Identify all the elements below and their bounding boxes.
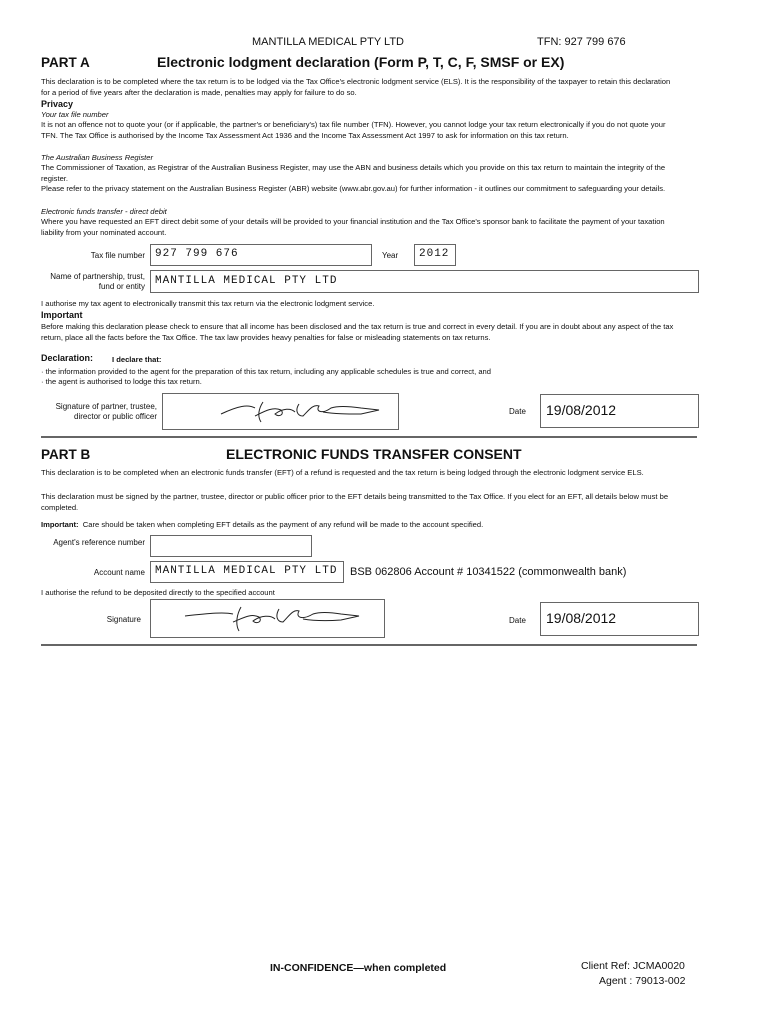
privacy-heading: Privacy [41, 99, 74, 109]
date-label: Date [509, 407, 526, 416]
tfn-privacy-text: It is not an offence not to quote your (or if applicable, the partner's or beneficiary's) tax file number (TFN). However, you cannot lodge your tax return electronically if you do not quote your TFN. The Tax Office is authorised by the Income Tax Assessment Act 1936 and the Income Tax Assessment Act 1997 to ask for information on this tax return. [41, 120, 666, 140]
eft-text: Where you have requested an EFT direct debit some of your details will be provided to your financial institution and the Tax Office's sponsor bank to facilitate the payment of your taxation liability from your nominated account. [41, 217, 665, 237]
date-field[interactable] [540, 602, 699, 636]
part-b-label: PART B [41, 447, 91, 462]
abr-text-1: The Commissioner of Taxation, as Registrar of the Australian Business Register, may use the ABN and business details which you provide on this tax return to maintain the integrity of the register. [41, 163, 666, 183]
client-ref: Client Ref: JCMA0020 [581, 960, 685, 972]
authorise-refund-text: I authorise the refund to be deposited directly to the specified account [41, 588, 275, 597]
declaration-bullet-text: the information provided to the agent for the preparation of this tax return, including any applicable schedules is true and correct, and [45, 367, 491, 376]
part-b-important [41, 520, 483, 531]
agent-ref-label: Agent's reference number [53, 538, 145, 547]
year-field-label: Year [382, 251, 399, 260]
account-name-field[interactable] [150, 561, 344, 583]
declaration-label: Declaration: [41, 353, 94, 363]
year-field[interactable] [414, 244, 456, 266]
agent-ref-field[interactable] [150, 535, 312, 557]
handwritten-signature [163, 394, 398, 429]
handwritten-signature [151, 600, 384, 637]
abr-heading: The Australian Business Register [41, 153, 153, 162]
tfn-heading: Your tax file number [41, 110, 109, 119]
date-label: Date [509, 616, 526, 625]
declaration-bullet: · the agent is authorised to lodge this tax return. [41, 377, 202, 386]
declaration-bullet: · the information provided to the agent for the preparation of this tax return, including any applicable schedules is true and correct, and [41, 367, 491, 376]
part-a-title: Electronic lodgment declaration (Form P, T, C, F, SMSF or EX) [157, 54, 565, 70]
authorise-agent-text: I authorise my tax agent to electronically transmit this tax return via the electronic lodgment service. [41, 299, 375, 308]
signature-box[interactable] [162, 393, 399, 430]
account-name-label: Account name [93, 568, 145, 577]
eft-heading: Electronic funds transfer - direct debit [41, 207, 167, 216]
signature-box[interactable] [150, 599, 385, 638]
date-value: 19/08/2012 [546, 610, 617, 626]
year-field-value: 2012 [419, 248, 450, 260]
entity-name-field[interactable] [150, 270, 699, 293]
company-header: MANTILLA MEDICAL PTY LTD [252, 36, 405, 48]
important-heading: Important [41, 310, 83, 320]
tfn-field[interactable] [150, 244, 372, 266]
part-a-label: PART A [41, 55, 90, 70]
confidence-footer: IN-CONFIDENCE—when completed [270, 962, 447, 974]
entity-name-label: Name of partnership, trust, fund or entity [50, 272, 145, 291]
declaration-bullet-text: the agent is authorised to lodge this tax return. [45, 377, 202, 386]
part-b-title: ELECTRONIC FUNDS TRANSFER CONSENT [226, 446, 522, 462]
date-value: 19/08/2012 [546, 402, 617, 418]
important-label: Important: [41, 520, 79, 529]
part-b-text-1: This declaration is to be completed when an electronic funds transfer (EFT) of a refund is requested and the tax return is being lodged through the electronic lodgment service ELS. [41, 468, 644, 477]
part-b-text-2: This declaration must be signed by the partner, trustee, director or public officer prior to the EFT details being transmitted to the Tax Office. If you elect for an EFT, all details below must be completed. [41, 492, 669, 512]
tfn-field-value: 927 799 676 [155, 248, 239, 260]
signature-label: Signature [106, 615, 141, 624]
tfn-header: TFN: 927 799 676 [537, 36, 626, 48]
signature-label: Signature of partner, trustee, director or public officer [55, 402, 157, 421]
section-divider [41, 644, 697, 646]
important-text: Before making this declaration please check to ensure that all income has been disclosed and the tax return is true and correct in every detail. If you are in doubt about any aspect of the tax return, place all the facts before the Tax Office. The tax law provides heavy penalties for false or misleading statements on tax returns. [41, 322, 674, 342]
part-b-important-text: Care should be taken when completing EFT details as the payment of any refund will be made to the account specified. [82, 520, 484, 529]
declare-that: I declare that: [112, 355, 162, 364]
bank-details: BSB 062806 Account # 10341522 (commonwealth bank) [350, 566, 627, 578]
entity-name-value: MANTILLA MEDICAL PTY LTD [155, 275, 338, 287]
part-a-intro: This declaration is to be completed where the tax return is to be lodged via the Tax Office's electronic lodgment service (ELS). It is the responsibility of the taxpayer to retain this declaration for a period of five years after the declaration is made, penalties may apply for failure to do so. [41, 77, 671, 97]
abr-text-2: Please refer to the privacy statement on the Australian Business Register (ABR) website (www.abr.gov.au) for further information - it outlines our commitment to safeguarding your details. [41, 184, 666, 193]
agent-number: Agent : 79013-002 [599, 975, 686, 987]
account-name-value: MANTILLA MEDICAL PTY LTD [155, 565, 338, 577]
section-divider [41, 436, 697, 438]
date-field[interactable] [540, 394, 699, 428]
tfn-field-label: Tax file number [90, 251, 145, 260]
